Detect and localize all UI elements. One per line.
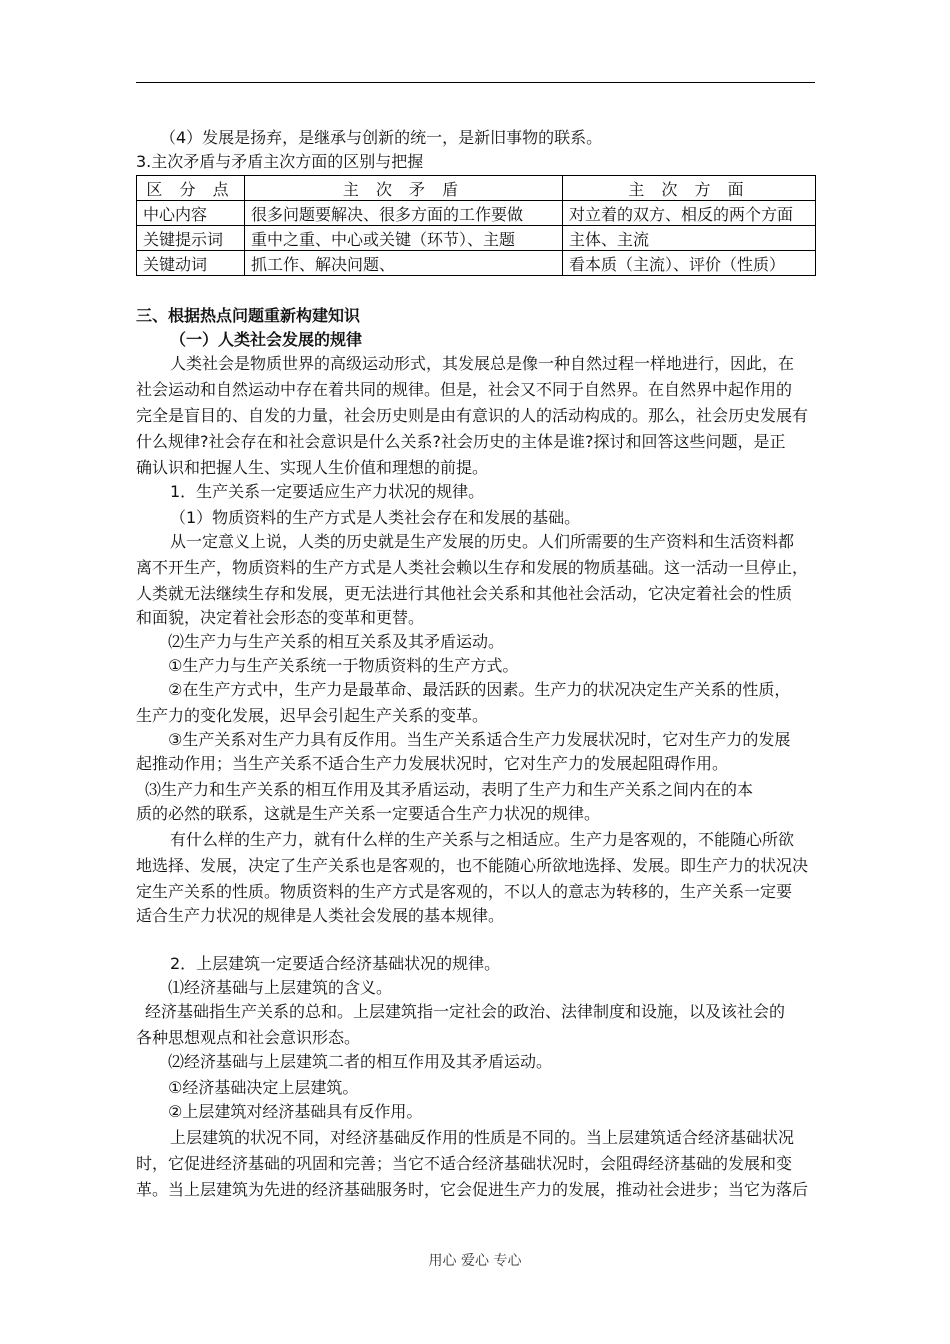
table-cell: 很多问题要解决、很多方面的工作要做: [245, 201, 563, 226]
text-line: 有什么样的生产力，就有什么样的生产关系与之相适应。生产力是客观的，不能随心所欲: [170, 830, 795, 849]
text-line: ③生产关系对生产力具有反作用。当生产关系适合生产力发展状况时，它对生产力的发展: [168, 730, 791, 749]
table-header-cell: 主 次 矛 盾: [245, 176, 563, 201]
subsection-title: （一）人类社会发展的规律: [170, 330, 363, 349]
table-cell: 对立着的双方、相反的两个方面: [563, 201, 816, 226]
text-line: ⑵经济基础与上层建筑二者的相互作用及其矛盾运动。: [168, 1052, 553, 1071]
table-cell: 看本质（主流）、评价（性质）: [563, 251, 816, 276]
text-line: ⑴经济基础与上层建筑的含义。: [168, 978, 393, 997]
text-line: ⑵生产力与生产关系的相互关系及其矛盾运动。: [168, 632, 505, 651]
table-caption: 3.主次矛盾与矛盾主次方面的区别与把握: [136, 152, 424, 171]
text-line: 起推动作用；当生产关系不适合生产力发展状况时，它对生产力的发展起阻碍作用。: [136, 754, 729, 773]
text-line: 生产力的变化发展，迟早会引起生产关系的变革。: [136, 706, 489, 725]
table-row: [137, 251, 816, 276]
table-header-row: [137, 176, 816, 201]
table-cell: 关键提示词: [137, 226, 245, 251]
table-header-cell: 区 分 点: [137, 176, 245, 201]
table-cell: 主体、主流: [563, 226, 816, 251]
table-cell: 重中之重、中心或关键（环节）、主题: [245, 226, 563, 251]
text-line: ②在生产方式中，生产力是最革命、最活跃的因素。生产力的状况决定生产关系的性质，: [168, 680, 791, 699]
table-row: [137, 226, 816, 251]
text-line: 地选择、发展，决定了生产关系也是客观的，也不能随心所欲地选择、发展。即生产力的状况决: [136, 856, 809, 875]
table-cell: 中心内容: [137, 201, 245, 226]
text-line: 革。当上层建筑为先进的经济基础服务时，它会促进生产力的发展，推动社会进步；当它为落后: [136, 1180, 809, 1199]
table-cell: 抓工作、解决问题、: [245, 251, 563, 276]
text-line: 人类社会是物质世界的高级运动形式，其发展总是像一种自然过程一样地进行，因此，在: [170, 354, 795, 373]
text-line: 人类就无法继续生存和发展，更无法进行其他社会关系和其他社会活动，它决定着社会的性质: [136, 584, 793, 603]
text-line: 定生产关系的性质。物质资料的生产方式是客观的，不以人的意志为转移的，生产关系一定要: [136, 882, 793, 901]
text-line: 社会运动和自然运动中存在着共同的规律。但是，社会又不同于自然界。在自然界中起作用的: [136, 380, 793, 399]
text-line: （1）物质资料的生产方式是人类社会存在和发展的基础。: [170, 508, 581, 527]
table-header-cell: 主 次 方 面: [563, 176, 816, 201]
text-line: ②上层建筑对经济基础具有反作用。: [168, 1102, 423, 1121]
text-line: ①经济基础决定上层建筑。: [168, 1078, 359, 1097]
section-title: 三、根据热点问题重新构建知识: [136, 306, 361, 325]
text-line: 从一定意义上说，人类的历史就是生产发展的历史。人们所需要的生产资料和生活资料都: [170, 532, 795, 551]
text-line: 完全是盲目的、自发的力量，社会历史则是由有意识的人的活动构成的。那么，社会历史发展有: [136, 406, 809, 425]
text-line: ⑶生产力和生产关系的相互作用及其矛盾运动，表明了生产力和生产关系之间内在的本: [145, 780, 754, 799]
text-line: 和面貌，决定着社会形态的变革和更替。: [136, 608, 425, 627]
text-line: （4）发展是扬弃，是继承与创新的统一，是新旧事物的联系。: [160, 128, 603, 147]
text-line: ①生产力与生产关系统一于物质资料的生产方式。: [168, 656, 519, 675]
page-footer: 用心 爱心 专心: [428, 1253, 522, 1269]
text-line: 经济基础指生产关系的总和。上层建筑指一定社会的政治、法律制度和设施，以及该社会的: [145, 1002, 786, 1021]
text-line: 2．上层建筑一定要适合经济基础状况的规律。: [170, 954, 501, 973]
text-line: 时，它促进经济基础的巩固和完善；当它不适合经济基础状况时，会阻碍经济基础的发展和变: [136, 1154, 793, 1173]
text-line: 离不开生产，物质资料的生产方式是人类社会赖以生存和发展的物质基础。这一活动一旦停止，: [136, 558, 809, 577]
text-line: 适合生产力状况的规律是人类社会发展的基本规律。: [136, 906, 505, 925]
text-line: 质的必然的联系，这就是生产关系一定要适合生产力状况的规律。: [136, 804, 601, 823]
header-rule: [136, 82, 815, 83]
table-row: [137, 201, 816, 226]
table-cell: 关键动词: [137, 251, 245, 276]
text-line: 确认识和把握人生、实现人生价值和理想的前提。: [136, 458, 489, 477]
comparison-table: [136, 175, 816, 276]
text-line: 各种思想观点和社会意识形态。: [136, 1028, 361, 1047]
text-line: 上层建筑的状况不同，对经济基础反作用的性质是不同的。当上层建筑适合经济基础状况: [170, 1128, 795, 1147]
text-line: 什么规律?社会存在和社会意识是什么关系?社会历史的主体是谁?探讨和回答这些问题，是正: [136, 432, 786, 451]
text-line: 1．生产关系一定要适应生产力状况的规律。: [170, 482, 485, 501]
